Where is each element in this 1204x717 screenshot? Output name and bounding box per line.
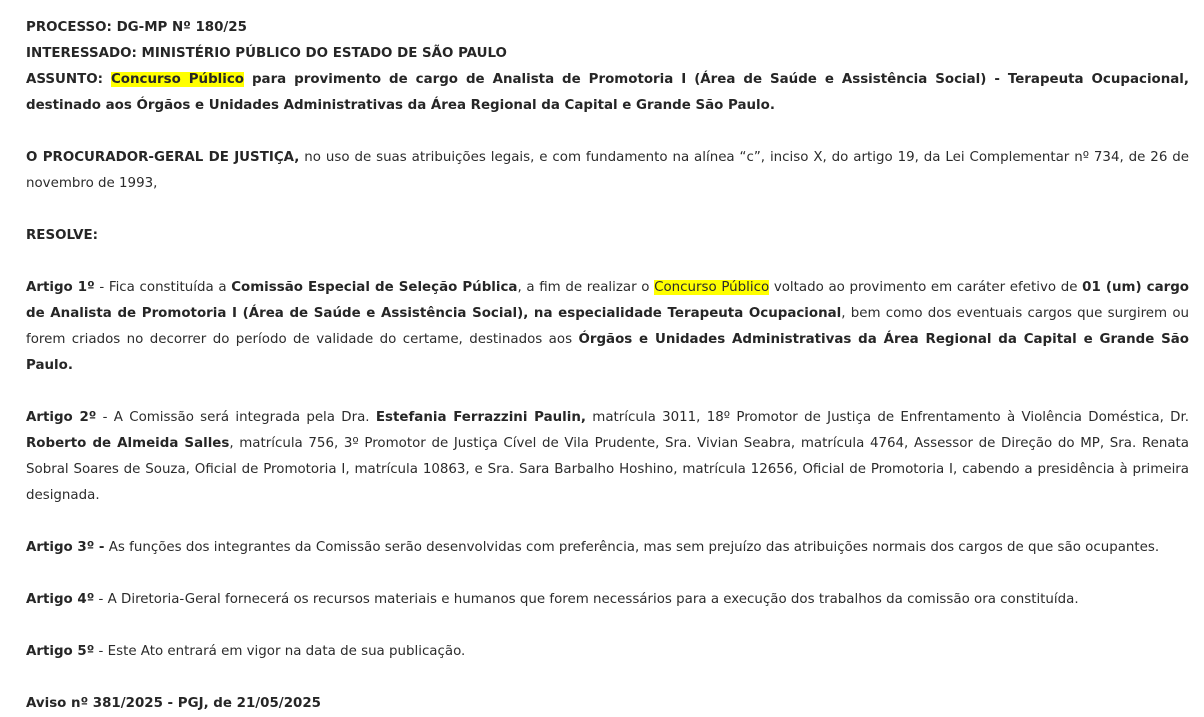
processo-line <box>26 15 1189 41</box>
artigo-3-paragraph <box>26 535 1189 561</box>
preamble-paragraph <box>26 145 1189 197</box>
artigo-1-bold-2: 01 (um) cargo de Analista de Promotoria I (Área de Saúde e Assistência Social), na especialidade Terapeuta Ocupacional <box>26 280 1189 321</box>
aviso-text: Aviso nº 381/2025 - PGJ, de 21/05/2025 <box>26 696 321 711</box>
artigo-1-highlight: Concurso Público <box>654 280 770 295</box>
artigo-2-paragraph <box>26 405 1189 509</box>
artigo-4-paragraph <box>26 587 1189 613</box>
artigo-2-bold-2: Roberto de Almeida Salles <box>26 436 230 451</box>
processo-text: PROCESSO: DG-MP Nº 180/25 <box>26 20 247 35</box>
resolve-text: RESOLVE: <box>26 228 99 243</box>
artigo-2-bold-1: Estefania Ferrazzini Paulin, <box>375 410 586 425</box>
artigo-1-paragraph <box>26 275 1189 379</box>
preamble-text: no uso de suas atribuições legais, e com fundamento na alínea “c”, inciso X, do artigo 19, da Lei Complementar nº 734, de 26 de novembro de 1993, <box>26 150 1189 191</box>
artigo-3-label: Artigo 3º - <box>26 540 105 555</box>
artigo-4-text: - A Diretoria-Geral fornecerá os recursos materiais e humanos que forem necessários para a execução dos trabalhos da comissão ora constituída. <box>94 592 1079 607</box>
interessado-line <box>26 41 1189 67</box>
assunto-highlight: Concurso Público <box>110 72 244 87</box>
artigo-3-text: As funções dos integrantes da Comissão serão desenvolvidas com preferência, mas sem prejuízo das atribuições normais dos cargos de que são ocupantes. <box>104 540 1160 555</box>
aviso-line <box>26 691 1189 717</box>
artigo-1-text-1: - Fica constituída a <box>94 280 232 295</box>
artigo-1-text-3: voltado ao provimento em caráter efetivo de <box>769 280 1083 295</box>
artigo-1-label: Artigo 1º <box>26 280 95 295</box>
artigo-1-bold-1: Comissão Especial de Seleção Pública <box>231 280 518 295</box>
artigo-2-text-1: - A Comissão será integrada pela Dra. <box>96 410 376 425</box>
artigo-2-label: Artigo 2º <box>26 410 97 425</box>
artigo-4-label: Artigo 4º <box>26 592 95 607</box>
interessado-text: INTERESSADO: MINISTÉRIO PÚBLICO DO ESTADO DE SÃO PAULO <box>26 46 507 61</box>
artigo-5-label: Artigo 5º <box>26 644 95 659</box>
artigo-5-paragraph <box>26 639 1189 665</box>
artigo-1-text-2: , a fim de realizar o <box>517 280 655 295</box>
assunto-label: ASSUNTO: <box>26 72 111 87</box>
artigo-5-text: - Este Ato entrará em vigor na data de sua publicação. <box>94 644 466 659</box>
resolve-heading <box>26 223 1189 249</box>
artigo-2-text-2: matrícula 3011, 18º Promotor de Justiça de Enfrentamento à Violência Doméstica, Dr. <box>585 410 1190 425</box>
assunto-text: para provimento de cargo de Analista de Promotoria I (Área de Saúde e Assistência Social) - Terapeuta Ocupacional, destinado aos Órgãos e Unidades Administrativas da Área Regional da Capital e Grande São Paulo. <box>26 72 1189 113</box>
preamble-bold: O PROCURADOR-GERAL DE JUSTIÇA, <box>26 150 300 165</box>
artigo-1-text-4: , bem como dos eventuais cargos que surgirem ou forem criados no decorrer do período de validade do certame, destinados aos <box>26 306 1189 347</box>
document-body <box>26 15 1189 717</box>
assunto-line <box>26 67 1189 119</box>
artigo-1-bold-3: Órgãos e Unidades Administrativas da Área Regional da Capital e Grande São Paulo. <box>26 332 1189 373</box>
artigo-2-text-3: , matrícula 756, 3º Promotor de Justiça Cível de Vila Prudente, Sra. Vivian Seabra, matrícula 4764, Assessor de Direção do MP, Sra. Renata Sobral Soares de Souza, Oficial de Promotoria I, matrícula 10863, e Sra. Sara Barbalho Hoshino, matrícula 12656, Oficial de Promotoria I, cabendo a presidência à primeira designada. <box>26 436 1189 503</box>
